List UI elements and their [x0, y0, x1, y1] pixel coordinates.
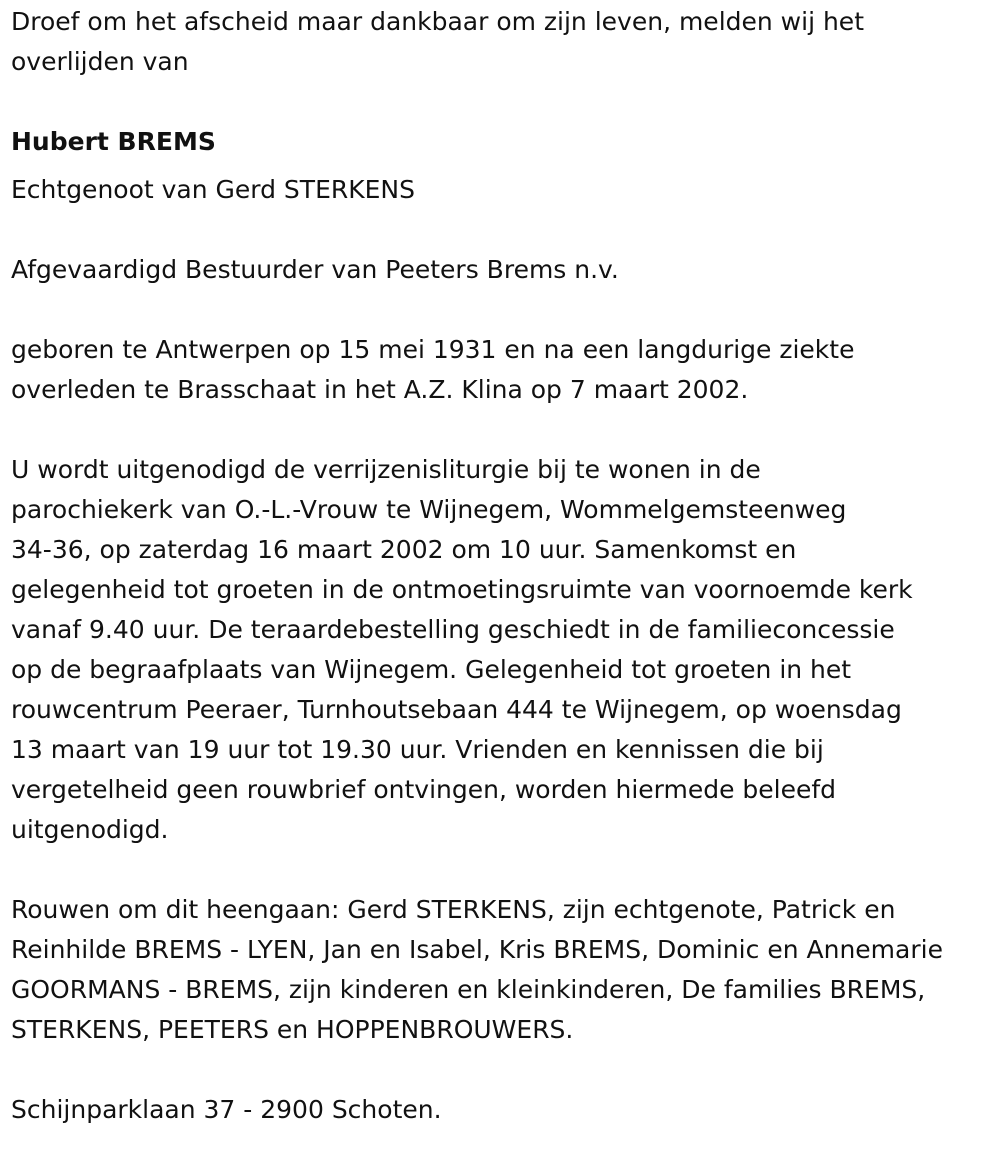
- intro-text: Droef om het afscheid maar dankbaar om zijn leven, melden wij het overlijden van: [11, 7, 864, 76]
- ceremony-text: U wordt uitgenodigd de verrijzenisliturgie bij te wonen in de parochiekerk van O.-L.-Vrouw te Wijnegem, Wommelgemsteenweg 34-36, op zaterdag 16 maart 2002 om 10 uur. Samenkomst en gelegenheid tot groeten in de ontmoetingsruimte van voornoemde kerk vanaf 9.40 uur. De teraardebestelling geschiedt in de familieconcessie op de begraafplaats van Wijnegem. Gelegenheid tot groeten in het rouwcentrum Peeraer, Turnhoutsebaan 444 te Wijnegem, op woensdag 13 maart van 19 uur tot 19.30 uur. Vrienden en kennissen die bij vergetelheid geen rouwbrief ontvingen, worden hiermede beleefd uitgenodigd.: [11, 455, 913, 844]
- position-line: Afgevaardigd Bestuurder van Peeters Brems n.v.: [11, 255, 619, 284]
- address-line: Schijnparklaan 37 - 2900 Schoten.: [11, 1095, 442, 1124]
- mourners-text: Rouwen om dit heengaan: Gerd STERKENS, zijn echtgenote, Patrick en Reinhilde BREMS - LYEN, Jan en Isabel, Kris BREMS, Dominic en Annemarie GOORMANS - BREMS, zijn kinderen en kleinkinderen, De families BREMS, STERKENS, PEETERS en HOPPENBROUWERS.: [11, 895, 943, 1044]
- obituary-notice: [11, 2, 993, 1130]
- birth-death-text: geboren te Antwerpen op 15 mei 1931 en na een langdurige ziekte overleden te Brasschaat in het A.Z. Klina op 7 maart 2002.: [11, 335, 855, 404]
- deceased-name: Hubert BREMS: [11, 127, 216, 156]
- spouse-line: Echtgenoot van Gerd STERKENS: [11, 175, 416, 204]
